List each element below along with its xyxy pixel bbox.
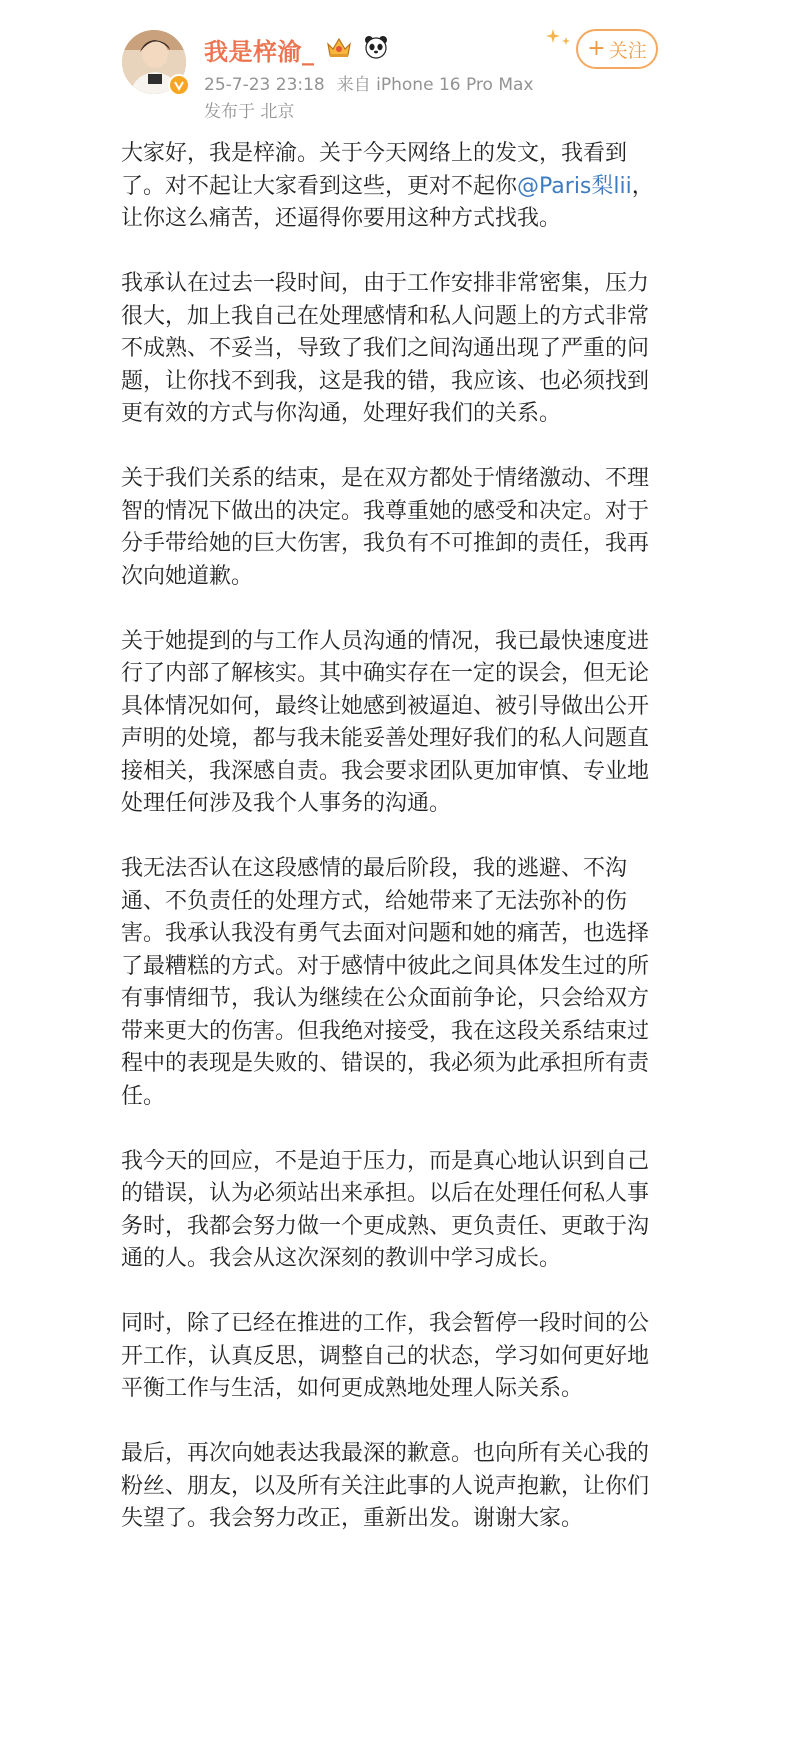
verified-badge-icon [168,74,190,96]
post-paragraph [121,138,661,236]
post-meta [204,70,534,95]
avatar[interactable] [122,30,186,94]
post-paragraph: 最后，再次向她表达我最深的歉意。也向所有关心我的粉丝、朋友，以及所有关注此事的人说声抱歉，让你们失望了。我会努力改正，重新出发。谢谢大家。 [121,1441,650,1531]
post-header [0,0,795,120]
user-mention-link[interactable]: @Paris梨lii [517,173,632,199]
post-timestamp: 25-7-23 23:18 [204,75,325,95]
plus-icon: + [587,36,606,61]
paragraph-text-after-mention: ，让你这么痛苦，还逼得你要用这种方式找我。 [121,173,654,231]
follow-button-label: 关注 [608,39,647,62]
post-body [121,138,661,1568]
sparkle-icon [545,28,575,54]
crown-emoji-icon [325,35,353,63]
post-paragraph: 我今天的回应，不是迫于压力，而是真心地认识到自己的错误，认为必须站出来承担。以后在处理任何私人事务时，我都会努力做一个更成熟、更负责任、更敢于沟通的人。我会从这次深刻的教训中学习成长。 [121,1148,650,1271]
paragraph-text-before-mention: 大家好，我是梓渝。关于今天网络上的发文，我看到了。对不起让大家看到这些，更对不起你 [121,141,628,199]
post-paragraph: 同时，除了已经在推进的工作，我会暂停一段时间的公开工作，认真反思，调整自己的状态，学习如何更好地平衡工作与生活，如何更成熟地处理人际关系。 [121,1311,650,1401]
post-source: 来自 iPhone 16 Pro Max [336,75,534,95]
post-paragraph: 我无法否认在这段感情的最后阶段，我的逃避、不沟通、不负责任的处理方式，给她带来了无法弥补的伤害。我承认我没有勇气去面对问题和她的痛苦，也选择了最糟糕的方式。对于感情中彼此之间具体发生过的所有事情细节，我认为继续在公众面前争论，只会给双方带来更大的伤害。但我绝对接受，我在这段关系结束过程中的表现是失败的、错误的，我必须为此承担所有责任。 [121,856,650,1109]
post-paragraph: 关于我们关系的结束，是在双方都处于情绪激动、不理智的情况下做出的决定。我尊重她的感受和决定。对于分手带给她的巨大伤害，我负有不可推卸的责任，我再次向她道歉。 [121,466,650,589]
follow-button[interactable] [576,29,658,69]
post-paragraph: 我承认在过去一段时间，由于工作安排非常密集，压力很大，加上我自己在处理感情和私人问题上的方式非常不成熟、不妥当，导致了我们之间沟通出现了严重的问题，让你找不到我，这是我的错，我应该、也必须找到更有效的方式与你沟通，处理好我们的关系。 [121,271,650,426]
author-name[interactable]: 我是梓渝_ [204,37,315,66]
author-row [204,32,389,66]
panda-emoji-icon [363,34,389,64]
post-paragraph: 关于她提到的与工作人员沟通的情况，我已最快速度进行了内部了解核实。其中确实存在一定的误会，但无论具体情况如何，最终让她感到被逼迫、被引导做出公开声明的处境，都与我未能妥善处理好我们的私人问题直接相关，我深感自责。我会要求团队更加审慎、专业地处理任何涉及我个人事务的沟通。 [121,628,650,816]
post-location: 发布于 北京 [204,102,295,122]
